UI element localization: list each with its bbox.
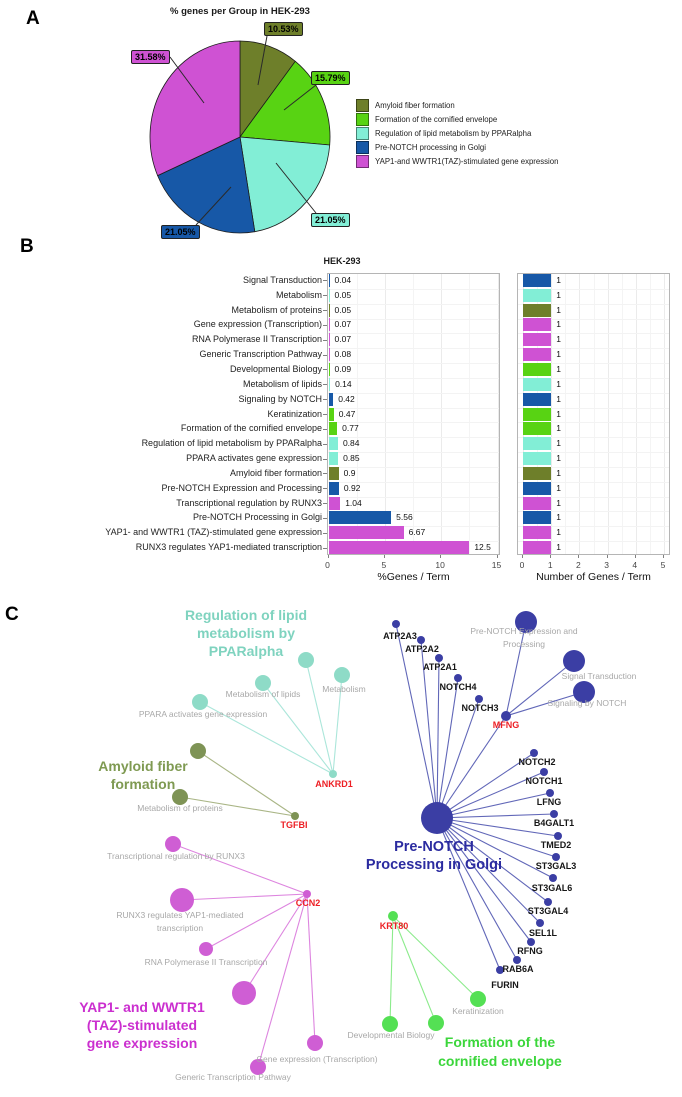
network-node-label-notch2: NOTCH2 bbox=[518, 757, 556, 767]
gene-count-bar bbox=[523, 289, 551, 302]
legend-label: Amyloid fiber formation bbox=[375, 101, 455, 111]
network-node-ppara-act bbox=[192, 694, 208, 710]
y-axis-tick bbox=[323, 444, 327, 445]
network-node-atp2a3 bbox=[392, 620, 400, 628]
bar-value-label: 1 bbox=[556, 527, 561, 538]
network-node-label-met-lipids: Metabolism of lipids bbox=[225, 689, 301, 699]
bar-value-label: 1.04 bbox=[345, 497, 362, 508]
pct-genes-bar bbox=[329, 348, 330, 361]
network-node-keratinization bbox=[470, 991, 486, 1007]
gridline-h bbox=[328, 304, 499, 305]
gene-count-bar bbox=[523, 408, 551, 421]
network-node-krt80 bbox=[388, 911, 398, 921]
x-axis-tick bbox=[497, 555, 498, 558]
bar-value-label: 0.42 bbox=[338, 393, 355, 404]
network-node-label-met-proteins: Metabolism of proteins bbox=[137, 803, 223, 813]
gene-count-bar bbox=[523, 437, 551, 450]
bar-value-label: 1 bbox=[556, 274, 561, 285]
bar-value-label: 0.85 bbox=[343, 453, 360, 464]
pie-value-label-1: 15.79% bbox=[311, 71, 350, 85]
legend-item bbox=[356, 127, 558, 141]
gridline-h bbox=[328, 378, 499, 379]
x-axis-tick-label: 15 bbox=[491, 560, 502, 570]
network-node-label-keratinization: Keratinization bbox=[452, 1006, 504, 1016]
bar-value-label: 0.47 bbox=[338, 408, 356, 419]
y-axis-tick bbox=[323, 310, 327, 311]
y-axis-tick bbox=[323, 459, 327, 460]
bar-value-label: 5.56 bbox=[396, 512, 413, 523]
network-node-sel1l bbox=[536, 919, 544, 927]
bar-value-label: 0.04 bbox=[334, 274, 352, 285]
network-node-label-gene-expr: Gene expression (Transcription) bbox=[256, 1054, 378, 1064]
panel-c-label: C bbox=[5, 604, 19, 625]
legend-swatch bbox=[356, 99, 369, 112]
y-axis-tick bbox=[323, 384, 327, 385]
gridline-h bbox=[328, 289, 499, 290]
network-node-label-tgfbi: TGFBI bbox=[280, 820, 308, 830]
gene-count-bar bbox=[523, 541, 551, 554]
bar-value-label: 1 bbox=[556, 304, 561, 315]
network-node-label-notch3: NOTCH3 bbox=[461, 703, 499, 713]
bar-value-label: 1 bbox=[556, 438, 561, 449]
network-edge bbox=[393, 916, 436, 1023]
legend-item bbox=[356, 113, 558, 127]
gene-count-bar bbox=[523, 497, 551, 510]
y-axis-tick bbox=[323, 548, 327, 549]
bar-value-label: 1 bbox=[556, 467, 561, 478]
x-axis-tick-label: 0 bbox=[325, 560, 330, 570]
pct-genes-bar bbox=[329, 511, 392, 524]
x-axis-tick bbox=[440, 555, 441, 558]
bar-category-label: Pre-NOTCH Expression and Processing bbox=[161, 482, 322, 493]
network-node-label-furin: FURIN bbox=[491, 980, 519, 990]
bar-category-label: RNA Polymerase II Transcription bbox=[191, 334, 322, 345]
gene-count-bar bbox=[523, 422, 551, 435]
legend-item bbox=[356, 154, 558, 168]
y-axis-tick bbox=[323, 503, 327, 504]
gene-count-bar bbox=[523, 274, 551, 287]
x-axis-tick-label: 10 bbox=[435, 560, 445, 570]
network-edge bbox=[258, 894, 307, 1067]
y-axis-tick bbox=[323, 399, 327, 400]
bar-category-label: Signal Transduction bbox=[242, 274, 322, 285]
gene-count-bar bbox=[523, 511, 551, 524]
bar-category-label: Developmental Biology bbox=[229, 363, 322, 374]
bar-value-label: 1 bbox=[556, 453, 561, 464]
y-axis-tick bbox=[323, 369, 327, 370]
panel-a-label: A bbox=[26, 8, 40, 29]
pct-genes-bar bbox=[329, 304, 330, 317]
pie-legend bbox=[356, 99, 558, 168]
bar-value-label: 0.14 bbox=[335, 378, 352, 389]
bar-value-label: 0.9 bbox=[343, 467, 356, 478]
network-node-tmed2 bbox=[554, 832, 562, 840]
x-axis-tick bbox=[635, 555, 636, 558]
pct-genes-bar bbox=[329, 363, 330, 376]
cluster-title-formation-of-the-cornified-envelope: Formation of the cornified envelope bbox=[438, 1034, 562, 1069]
bar-value-label: 1 bbox=[556, 363, 561, 374]
bar-category-label: Generic Transcription Pathway bbox=[199, 349, 322, 360]
bar-value-label: 1 bbox=[556, 497, 561, 508]
network-node-label-pre-expr: Pre-NOTCH Expression and Processing bbox=[470, 626, 578, 649]
network-edge bbox=[437, 699, 479, 818]
pct-genes-bar bbox=[329, 497, 341, 510]
bar-value-label: 1 bbox=[556, 542, 561, 553]
x-axis-tick-label: 2 bbox=[576, 560, 581, 570]
bar-value-label: 1 bbox=[556, 289, 561, 300]
network-edge bbox=[244, 894, 307, 993]
y-axis-tick bbox=[323, 295, 327, 296]
bar-value-label: 0.05 bbox=[334, 289, 352, 300]
bar-value-label: 1 bbox=[556, 482, 561, 493]
network-node-ccn2 bbox=[303, 890, 311, 898]
network-node-ankrd1 bbox=[329, 770, 337, 778]
gridline-h bbox=[328, 333, 499, 334]
bar-value-label: 1 bbox=[556, 349, 561, 360]
bar-value-label: 1 bbox=[556, 408, 561, 419]
network-node-label-krt80: KRT80 bbox=[379, 921, 409, 931]
axis-title-pct-genes: %Genes / Term bbox=[377, 571, 450, 583]
network-node-label-st3gal6: ST3GAL6 bbox=[531, 883, 573, 893]
gene-count-bar bbox=[523, 482, 551, 495]
legend-item bbox=[356, 99, 558, 113]
cluster-title-regulation-of-lipid-metabolism-by-pparalpha: Regulation of lipid metabolism by PPARalpha bbox=[184, 607, 308, 659]
bar-value-label: 1 bbox=[556, 393, 561, 404]
x-axis-tick-label: 1 bbox=[547, 560, 553, 570]
network-node-tgfbi bbox=[291, 812, 299, 820]
bar-category-label: Amyloid fiber formation bbox=[229, 467, 322, 478]
bar-category-label: Pre-NOTCH Processing in Golgi bbox=[192, 512, 322, 523]
cluster-title-pre-notch-processing-in-golgi: Pre-NOTCH Processing in Golgi bbox=[365, 839, 503, 873]
network-node-lfng bbox=[546, 789, 554, 797]
network-node-hub bbox=[421, 802, 453, 834]
network-edge bbox=[206, 894, 307, 949]
bar-category-label: Gene expression (Transcription) bbox=[193, 319, 322, 330]
x-axis-tick-label: 3 bbox=[604, 560, 609, 570]
network-node-label-notch4: NOTCH4 bbox=[439, 682, 477, 692]
network-node-notch4 bbox=[454, 674, 462, 682]
network-node-label-signal-trans: Signal Transduction bbox=[561, 671, 637, 681]
legend-item bbox=[356, 140, 558, 154]
pct-genes-bar bbox=[329, 378, 331, 391]
bar-value-label: 0.84 bbox=[342, 438, 360, 449]
network-node-label-rfng: RFNG bbox=[517, 946, 543, 956]
y-axis-tick bbox=[323, 280, 327, 281]
pct-genes-bar bbox=[329, 467, 339, 480]
pct-genes-bar bbox=[329, 274, 330, 287]
x-axis-tick bbox=[607, 555, 608, 558]
panel-b-label: B bbox=[20, 236, 34, 257]
network-edge bbox=[307, 894, 315, 1043]
network-node-cornified-term bbox=[428, 1015, 444, 1031]
network-node-label-signaling-notch: Signaling by NOTCH bbox=[547, 698, 627, 708]
x-axis-tick-label: 5 bbox=[381, 560, 387, 570]
network-node-st3gal3 bbox=[552, 853, 560, 861]
pct-genes-bar bbox=[329, 452, 339, 465]
gene-count-bar bbox=[523, 318, 551, 331]
gene-count-bar bbox=[523, 452, 551, 465]
bar-value-label: 6.67 bbox=[408, 527, 426, 538]
bar-category-label: Signaling by NOTCH bbox=[238, 393, 322, 404]
network-edge bbox=[390, 916, 393, 1024]
network-node-trans-runx3 bbox=[165, 836, 181, 852]
network-node-label-metabolism: Metabolism bbox=[322, 684, 366, 694]
network-node-b4galt1 bbox=[550, 810, 558, 818]
pct-genes-bar bbox=[329, 541, 470, 554]
network-node-label-lfng: LFNG bbox=[536, 797, 562, 807]
network-node-label-rna-pol: RNA Polymerase II Transcription bbox=[144, 957, 268, 967]
pct-genes-bar bbox=[329, 422, 338, 435]
pct-genes-bar bbox=[329, 333, 330, 346]
pct-genes-bar bbox=[329, 393, 334, 406]
network-node-runx3-reg bbox=[170, 888, 194, 912]
y-axis-tick bbox=[323, 533, 327, 534]
cluster-title-yap1-and-wwtr1-taz-stimulated-gene-expression: YAP1- and WWTR1 (TAZ)-stimulated gene expression bbox=[79, 999, 205, 1051]
gene-count-bar bbox=[523, 526, 551, 539]
pie-value-label-4: 31.58% bbox=[131, 50, 170, 64]
network-node-label-trans-runx3: Transcriptional regulation by RUNX3 bbox=[107, 851, 245, 861]
network-node-atp2a1 bbox=[435, 654, 443, 662]
pct-genes-bar bbox=[329, 408, 334, 421]
y-axis-tick bbox=[323, 518, 327, 519]
legend-swatch bbox=[356, 113, 369, 126]
gridline-h bbox=[328, 319, 499, 320]
y-axis-tick bbox=[323, 488, 327, 489]
bar-category-label: PPARA activates gene expression bbox=[186, 453, 322, 464]
network-node-label-rab6a: RAB6A bbox=[502, 964, 534, 974]
network-node-rfng bbox=[527, 938, 535, 946]
y-axis-tick bbox=[323, 340, 327, 341]
gene-count-bar bbox=[523, 333, 551, 346]
y-axis-tick bbox=[323, 473, 327, 474]
network-node-notch1 bbox=[540, 768, 548, 776]
pct-genes-bar bbox=[329, 318, 330, 331]
x-axis-tick bbox=[663, 555, 664, 558]
x-axis-tick bbox=[578, 555, 579, 558]
legend-swatch bbox=[356, 155, 369, 168]
network-node-metabolism bbox=[334, 667, 350, 683]
bar-category-label: Metabolism bbox=[275, 289, 322, 300]
network-node-atp2a2 bbox=[417, 636, 425, 644]
network-node-label-dev-bio: Developmental Biology bbox=[347, 1030, 435, 1040]
pathway-network bbox=[0, 600, 682, 1097]
bar-category-label: Transcriptional regulation by RUNX3 bbox=[176, 497, 322, 508]
network-node-label-sel1l: SEL1L bbox=[528, 928, 558, 938]
gene-count-bar bbox=[523, 378, 551, 391]
pct-genes-bar bbox=[329, 437, 338, 450]
network-node-label-st3gal4: ST3GAL4 bbox=[527, 906, 569, 916]
legend-label: YAP1-and WWTR1(TAZ)-stimulated gene expression bbox=[375, 156, 559, 166]
legend-swatch bbox=[356, 141, 369, 154]
network-node-notch2 bbox=[530, 749, 538, 757]
network-node-label-b4galt1: B4GALT1 bbox=[533, 818, 575, 828]
gene-count-bar bbox=[523, 348, 551, 361]
network-node-signal-trans bbox=[563, 650, 585, 672]
y-axis-tick bbox=[323, 355, 327, 356]
gene-count-bar bbox=[523, 393, 551, 406]
gridline-h bbox=[328, 348, 499, 349]
network-node-rab6a bbox=[513, 956, 521, 964]
bar-chart-title: HEK-293 bbox=[323, 256, 361, 266]
network-node-rna-pol bbox=[199, 942, 213, 956]
legend-swatch bbox=[356, 127, 369, 140]
y-axis-tick bbox=[323, 429, 327, 430]
network-node-amyloid-term bbox=[190, 743, 206, 759]
bar-value-label: 0.92 bbox=[343, 482, 361, 493]
x-axis-tick bbox=[384, 555, 385, 558]
bar-value-label: 1 bbox=[556, 378, 561, 389]
bar-value-label: 1 bbox=[556, 512, 561, 523]
pie-value-label-3: 21.05% bbox=[161, 225, 200, 239]
network-node-label-notch1: NOTCH1 bbox=[525, 776, 563, 786]
bar-value-label: 0.08 bbox=[334, 349, 352, 360]
network-node-label-runx3-reg: RUNX3 regulates YAP1-mediated transcription bbox=[116, 910, 244, 933]
cluster-title-amyloid-fiber-formation: Amyloid fiber formation bbox=[98, 758, 188, 792]
x-axis-tick bbox=[328, 555, 329, 558]
network-node-label-generic-tp: Generic Transcription Pathway bbox=[175, 1072, 291, 1082]
network-node-label-ppara-act: PPARA activates gene expression bbox=[138, 709, 268, 719]
pie-value-label-0: 10.53% bbox=[264, 22, 303, 36]
bar-category-label: Metabolism of proteins bbox=[231, 304, 322, 315]
bar-value-label: 1 bbox=[556, 334, 561, 345]
network-node-ppar-term bbox=[298, 652, 314, 668]
legend-label: Regulation of lipid metabolism by PPARalpha bbox=[375, 128, 532, 138]
network-node-label-ankrd1: ANKRD1 bbox=[315, 779, 353, 789]
pie-value-label-2: 21.05% bbox=[311, 213, 350, 227]
network-node-label-atp2a2: ATP2A2 bbox=[405, 644, 439, 654]
bar-category-label: Metabolism of lipids bbox=[242, 378, 322, 389]
x-axis-tick-label: 0 bbox=[519, 560, 525, 570]
legend-label: Formation of the cornified envelope bbox=[375, 115, 498, 125]
network-node-label-tmed2: TMED2 bbox=[540, 840, 572, 850]
bar-value-label: 0.09 bbox=[334, 363, 352, 374]
legend-label: Pre-NOTCH processing in Golgi bbox=[375, 142, 486, 152]
pct-genes-bar bbox=[329, 482, 339, 495]
x-axis-tick bbox=[522, 555, 523, 558]
bar-value-label: 12.5 bbox=[474, 542, 491, 553]
bar-value-label: 0.07 bbox=[334, 334, 352, 345]
bar-value-label: 1 bbox=[556, 423, 561, 434]
pct-genes-bar bbox=[329, 289, 330, 302]
network-node-label-atp2a1: ATP2A1 bbox=[423, 662, 457, 672]
x-axis-tick-label: 5 bbox=[660, 560, 666, 570]
bar-value-label: 0.07 bbox=[334, 319, 352, 330]
network-node-label-atp2a3: ATP2A3 bbox=[383, 631, 417, 641]
network-node-label-ccn2: CCN2 bbox=[295, 898, 321, 908]
network-edge bbox=[437, 678, 458, 818]
axis-title-number-genes: Number of Genes / Term bbox=[536, 571, 651, 583]
bar-category-label: YAP1- and WWTR1 (TAZ)-stimulated gene expression bbox=[105, 527, 322, 538]
network-node-label-mfng: MFNG bbox=[492, 720, 520, 730]
pct-genes-bar bbox=[329, 526, 404, 539]
bar-category-label: RUNX3 regulates YAP1-mediated transcription bbox=[135, 542, 322, 553]
network-node-gene-expr bbox=[307, 1035, 323, 1051]
bar-value-label: 0.77 bbox=[342, 423, 359, 434]
y-axis-tick bbox=[323, 414, 327, 415]
bar-category-label: Keratinization bbox=[267, 408, 322, 419]
network-node-st3gal4 bbox=[544, 898, 552, 906]
y-axis-tick bbox=[323, 325, 327, 326]
gridline-h bbox=[328, 363, 499, 364]
bar-value-label: 0.05 bbox=[334, 304, 352, 315]
network-edge bbox=[182, 894, 307, 900]
network-edge bbox=[437, 818, 531, 942]
network-node-notch3 bbox=[475, 695, 483, 703]
bar-value-label: 1 bbox=[556, 319, 561, 330]
bar-category-label: Formation of the cornified envelope bbox=[180, 423, 322, 434]
network-node-label-st3gal3: ST3GAL3 bbox=[535, 861, 577, 871]
network-node-yap1-term bbox=[232, 981, 256, 1005]
gene-count-bar bbox=[523, 304, 551, 317]
gene-count-bar bbox=[523, 467, 551, 480]
pie-title: % genes per Group in HEK-293 bbox=[170, 6, 310, 17]
network-node-st3gal6 bbox=[549, 874, 557, 882]
bar-category-label: Regulation of lipid metabolism by PPARalpha bbox=[141, 438, 322, 449]
gene-count-bar bbox=[523, 363, 551, 376]
x-axis-tick bbox=[550, 555, 551, 558]
x-axis-tick-label: 4 bbox=[632, 560, 638, 570]
